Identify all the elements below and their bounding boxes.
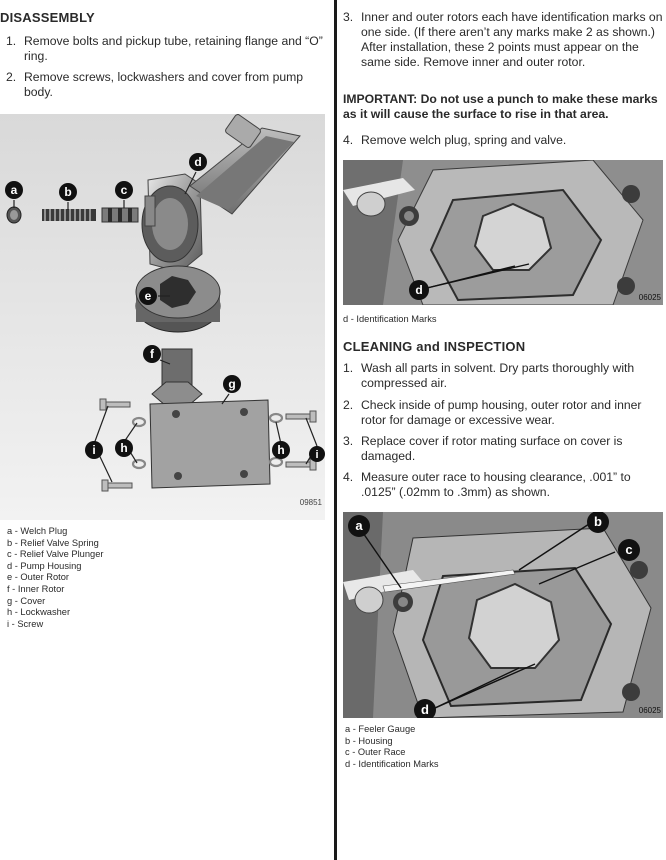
svg-text:d: d: [415, 283, 423, 297]
svg-text:c: c: [120, 183, 128, 197]
svg-text:b: b: [594, 514, 602, 529]
exploded-pump-drawing: [0, 114, 325, 520]
disassembly-step-1: 1. Remove bolts and pickup tube, retaining flange and “O” ring.: [6, 34, 323, 63]
feeler-gauge-photo: [343, 512, 663, 718]
rotor-photo-1: [343, 160, 663, 305]
column-divider: [334, 0, 337, 860]
photo1-caption: d - Identification Marks: [343, 314, 437, 324]
svg-text:g: g: [228, 377, 236, 391]
figure-code-09851: 09851: [299, 498, 322, 507]
relief-valve-plunger-part: [102, 208, 138, 222]
disassembly-step-3: 3. Inner and outer rotors each have identification marks on one side. (If there aren’t any marks make 2 as shown.) After installation, these 2 points must appear on the same side. Remove inner and outer rotor.: [343, 10, 663, 69]
svg-text:c: c: [625, 542, 633, 557]
exploded-pump-figure: [0, 114, 325, 520]
cleaning-inspection-heading: CLEANING and INSPECTION: [343, 339, 526, 354]
relief-valve-spring-part: [42, 209, 96, 221]
svg-text:h: h: [120, 441, 128, 455]
cleaning-step-4: 4. Measure outer race to housing clearance, .001” to .0125” (.02mm to .3mm) as shown.: [343, 470, 631, 499]
disassembly-step-4: 4. Remove welch plug, spring and valve.: [343, 133, 567, 147]
svg-text:b: b: [64, 185, 72, 199]
cleaning-step-3: 3. Replace cover if rotor mating surface on cover is damaged.: [343, 434, 623, 463]
svg-text:h: h: [277, 443, 285, 457]
disassembly-heading: DISASSEMBLY: [0, 10, 95, 25]
photo2-legend: a - Feeler Gauge b - Housing c - Outer Race d - Identification Marks: [345, 724, 439, 769]
cleaning-step-2: 2. Check inside of pump housing, outer rotor and inner rotor for damage or excessive wear.: [343, 398, 642, 427]
cleaning-step-1: 1. Wash all parts in solvent. Dry parts thoroughly with compressed air.: [343, 361, 635, 390]
right-column: [343, 0, 666, 860]
svg-text:d: d: [194, 155, 202, 169]
svg-text:d: d: [421, 702, 429, 717]
svg-text:a: a: [10, 183, 18, 197]
svg-text:e: e: [144, 289, 152, 303]
photo1-code: 06025: [638, 293, 661, 302]
identification-marks-photo: [343, 160, 663, 305]
svg-text:f: f: [150, 347, 154, 361]
svg-text:i: i: [92, 443, 96, 457]
photo2-code: 06025: [638, 706, 661, 715]
svg-text:a: a: [355, 518, 363, 533]
svg-text:i: i: [315, 449, 319, 461]
disassembly-legend: a - Welch Plug b - Relief Valve Spring c - Relief Valve Plunger d - Pump Housing e - Outer Rotor f - Inner Rotor g - Cover h - Lockwasher i - Screw: [7, 526, 104, 629]
left-column: [0, 0, 325, 860]
cover-part: [150, 400, 270, 488]
important-note: IMPORTANT: Do not use a punch to make these marks as it will cause the surface to rise in that area.: [343, 92, 658, 121]
disassembly-step-2: 2. Remove screws, lockwashers and cover from pump body.: [6, 70, 304, 99]
rotor-photo-2: [343, 512, 663, 718]
